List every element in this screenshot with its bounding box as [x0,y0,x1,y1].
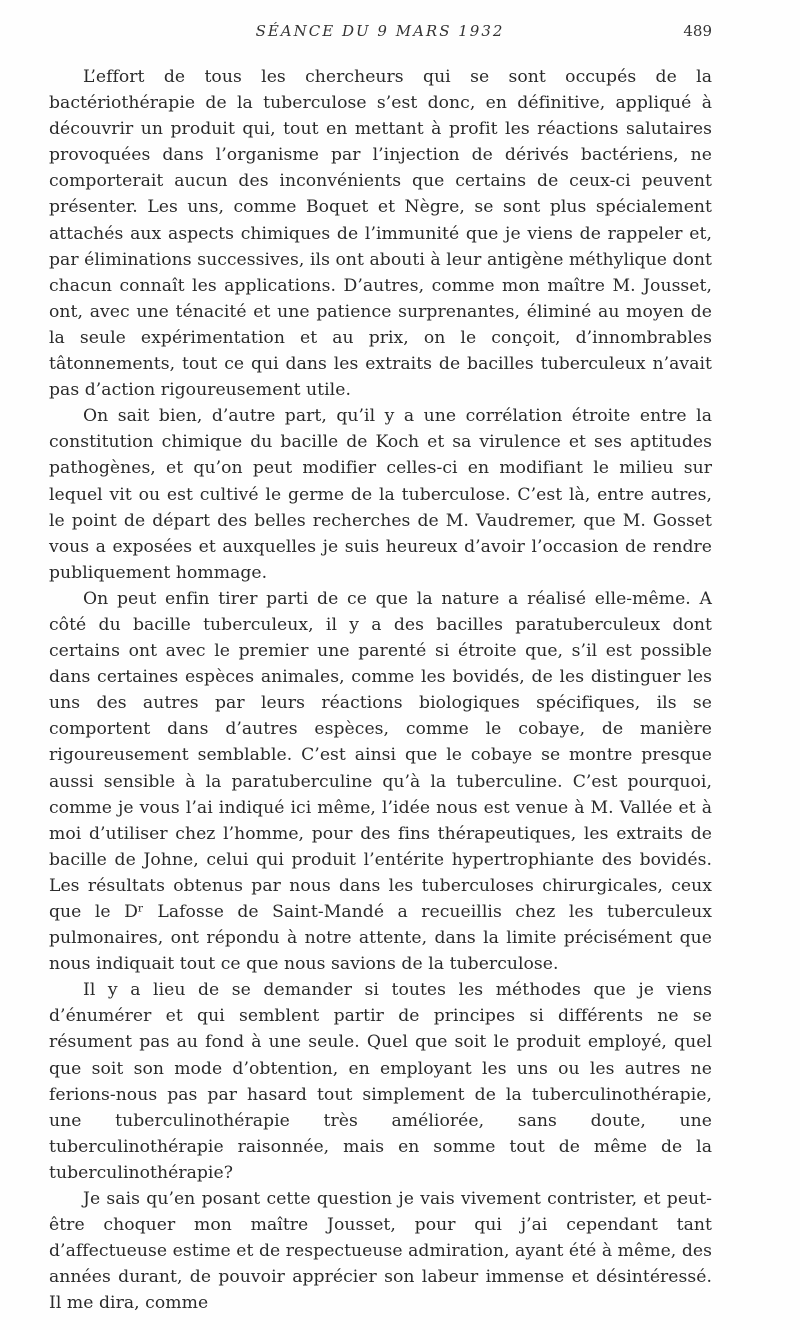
paragraph: L’effort de tous les chercheurs qui se sont occupés de la bactériothérapie de la tuberculose s’est donc, en définitive, appliqué à découvrir un produit qui, tout en mettant à profit les réactions salutaires provoquées dans l’organisme par l’injection de dérivés bactériens, ne comporterait aucun des inconvénients que certains de ceux-ci peuvent présenter. Les uns, comme Boquet et Nègre, se sont plus spécialement attachés aux aspects chimiques de l’immunité que je viens de rappeler et, par éliminations successives, ils ont abouti à leur antigène méthylique dont chacun connaît les applications. D’autres, comme mon maître M. Jousset, ont, avec une ténacité et une patience surprenantes, éliminé au moyen de la seule expérimentation et au prix, on le conçoit, d’innombrables tâtonnements, tout ce qui dans les extraits de bacilles tuberculeux n’avait pas d’action rigoureusement utile. [49,67,712,401]
body-text [49,64,712,1317]
running-header [48,22,712,46]
paragraph: On peut enfin tirer parti de ce que la nature a réalisé elle-même. A côté du bacille tuberculeux, il y a des bacilles paratuberculeux dont certains ont avec le premier une parenté si étroite que, s’il est possible dans certaines espèces animales, comme les bovidés, de les distinguer les uns des autres par leurs réactions biologiques spécifiques, ils se comportent dans d’autres espèces, comme le cobaye, de manière rigoureusement semblable. C’est ainsi que le cobaye se montre presque aussi sensible à la paratuberculine qu’à la tuberculine. C’est pourquoi, comme je vous l’ai indiqué ici même, l’idée nous est venue à M. Vallée et à moi d’utiliser chez l’homme, pour des fins thérapeutiques, les extraits de bacille de Johne, celui qui produit l’entérite hypertrophiante des bovidés. Les résultats obtenus par nous dans les tuberculoses chirurgicales, ceux que le Dʳ Lafosse de Saint-Mandé a recueillis chez les tuberculeux pulmonaires, ont répondu à notre attente, dans la limite précisément que nous indiquait tout ce que nous savions de la tuberculose. [49,588,712,975]
paragraph: On sait bien, d’autre part, qu’il y a une corrélation étroite entre la constitution chimique du bacille de Koch et sa virulence et ses aptitudes pathogènes, et qu’on peut modifier celles-ci en modifiant le milieu sur lequel vit ou est cultivé le germe de la tuberculose. C’est là, entre autres, le point de départ des belles recherches de M. Vaudremer, que M. Gosset vous a exposées et auxquelles je suis heureux d’avoir l’occasion de rendre publiquement hommage. [49,406,712,583]
paragraph: Je sais qu’en posant cette question je vais vivement contrister, et peut-être choquer mon maître Jousset, pour qui j’ai cependant tant d’affectueuse estime et de respectueuse admiration, ayant été à même, des années durant, de pouvoir apprécier son labeur immense et désintéressé. Il me dira, comme [49,1189,712,1314]
running-title: SÉANCE DU 9 MARS 1932 [255,22,505,40]
page-number: 489 [683,22,712,40]
paragraph: Il y a lieu de se demander si toutes les méthodes que je viens d’énumérer et qui semblent partir de principes si différents ne se résument pas au fond à une seule. Quel que soit le produit employé, quel que soit son mode d’obtention, en employant les uns ou les autres ne ferions-nous pas par hasard tout simplement de la tuberculinothérapie, une tuberculinothérapie très améliorée, sans doute, une tuberculinothérapie raisonnée, mais en somme tout de même de la tuberculinothérapie? [49,980,712,1183]
